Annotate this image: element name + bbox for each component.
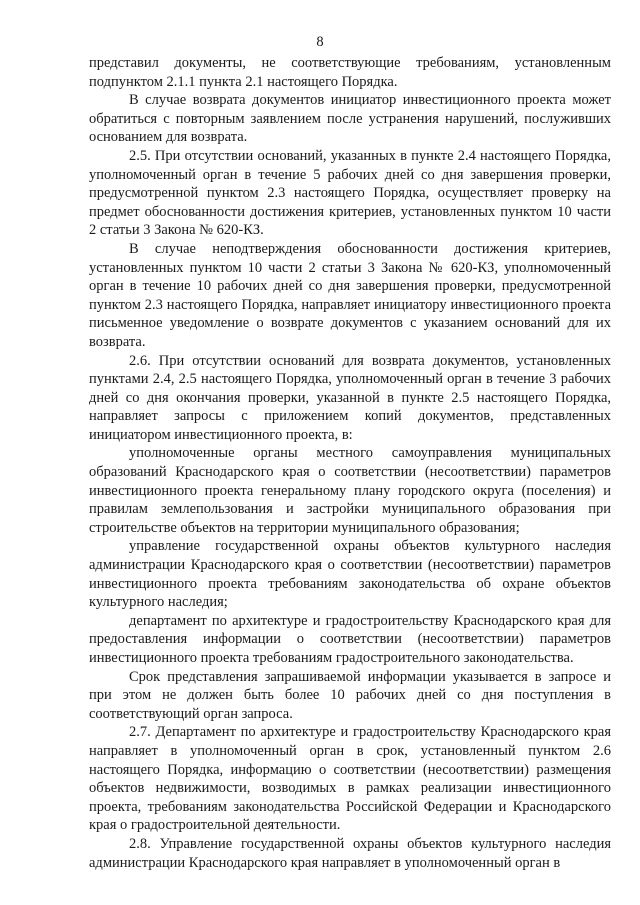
paragraph-3: 2.5. При отсутствии оснований, указанных в пункте 2.4 настоящего Порядка, уполномоченный орган в течение 5 рабочих дней со дня завершения проверки, предусмотренной пунктом 2.3 настоящего Порядка, осуществляет проверку на предмет обоснованности достижения критериев, установленных пунктом 10 части 2 статьи 3 Закона № 620-КЗ. (89, 147, 611, 239)
document-body (89, 54, 611, 872)
paragraph-2: В случае возврата документов инициатор инвестиционного проекта может обратиться с повторным заявлением после устранения нарушений, послуживших основанием для возврата. (89, 92, 611, 146)
paragraph-7: управление государственной охраны объектов культурного наследия администрации Краснодарского края о соответствии (несоответствии) параметров инвестиционного проекта требованиям законодательства об охране объектов культурного наследия; (89, 538, 611, 611)
paragraph-1-continuation: представил документы, не соответствующие требованиям, установленным подпунктом 2.1.1 пункта 2.1 настоящего Порядка. (89, 55, 611, 90)
paragraph-11: 2.8. Управление государственной охраны объектов культурного наследия администрации Краснодарского края направляет в уполномоченный орган в (89, 835, 611, 871)
paragraph-8: департамент по архитектуре и градостроительству Краснодарского края для предоставления информации о соответствии (несоответствии) параметров инвестиционного проекта требованиям градостроительного законодательства. (89, 612, 611, 666)
page-number: 8 (316, 34, 324, 50)
paragraph-9: Срок представления запрашиваемой информации указывается в запросе и при этом не должен быть более 10 рабочих дней со дня поступления в соответствующий орган запроса. (89, 668, 611, 722)
paragraph-4: В случае неподтверждения обоснованности достижения критериев, установленных пунктом 10 части 2 статьи 3 Закона № 620-КЗ, уполномоченный орган в течение 10 рабочих дней со дня завершения проверки, предусмотренной пунктом 2.3 настоящего Порядка, направляет инициатору инвестиционного проекта письменное уведомление о возврате документов с указанием оснований для их возврата. (89, 240, 611, 350)
paragraph-5: 2.6. При отсутствии оснований для возврата документов, установленных пунктами 2.4, 2.5 настоящего Порядка, уполномоченный орган в течение 3 рабочих дней со дня окончания проверки, указанной в пункте 2.5 настоящего Порядка, направляет запросы с приложением копий документов, представленных инициатором инвестиционного проекта, в: (89, 352, 611, 443)
paragraph-10: 2.7. Департамент по архитектуре и градостроительству Краснодарского края направляет в уполномоченный орган в срок, установленный пунктом 2.6 настоящего Порядка, информацию о соответствии (несоответствии) размещения объектов недвижимости, возводимых в рамках реализации инвестиционного проекта, требованиям законодательства Российской Федерации и Краснодарского края о градостроительной деятельности. (89, 724, 611, 834)
paragraph-6: уполномоченные органы местного самоуправления муниципальных образований Краснодарского края о соответствии (несоответствии) параметров инвестиционного проекта генеральному плану городского округа (поселения) и правилам землепользования и застройки муниципального образования при строительстве объектов на территории муниципального образования; (89, 445, 611, 536)
